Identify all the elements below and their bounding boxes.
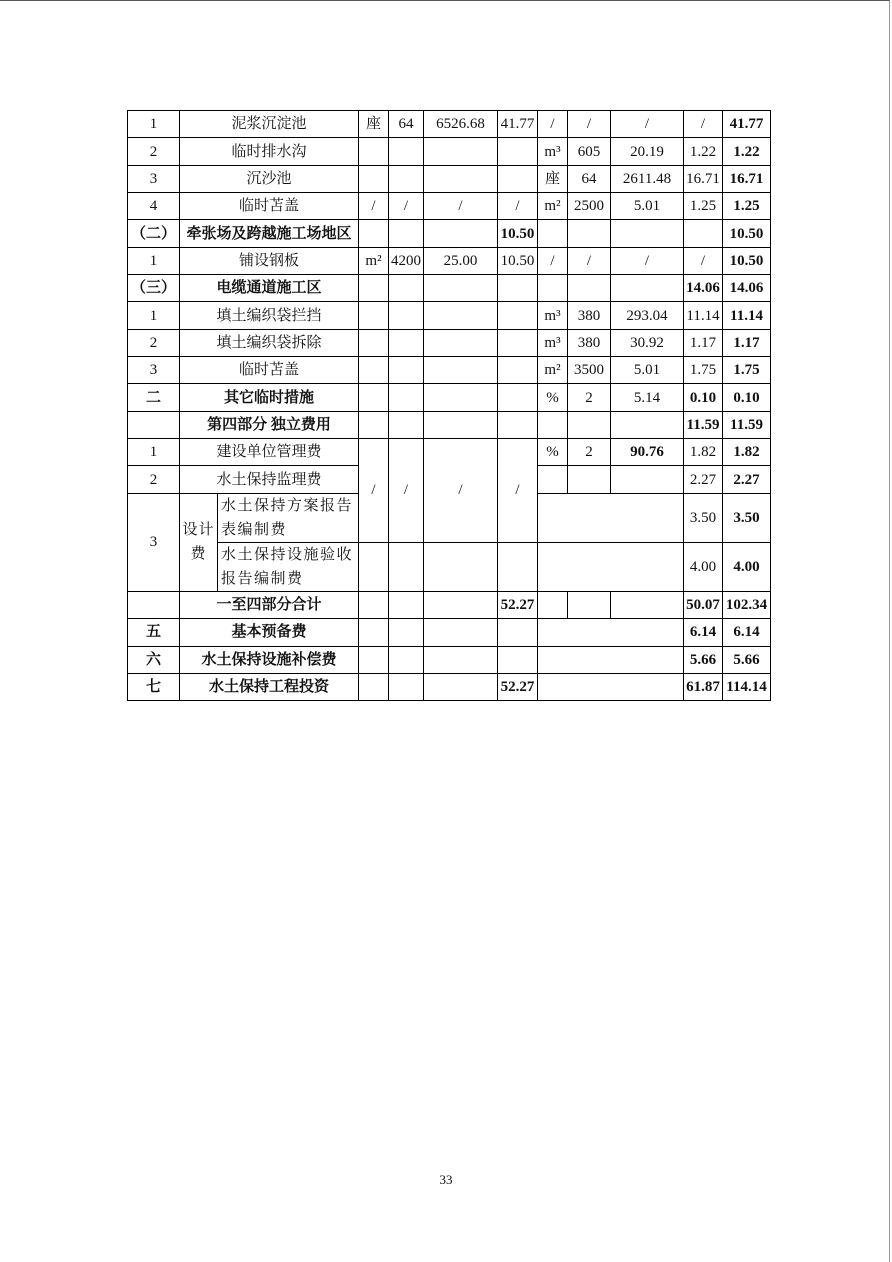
table-cell-r1-c4: 64	[389, 111, 424, 138]
table-cell-r12-c6	[498, 411, 538, 438]
table-cell-r10-c10: 1.75	[684, 357, 723, 384]
table-cell-r13-c11: 1.82	[723, 439, 771, 466]
table-cell-r11-c11: 0.10	[723, 384, 771, 411]
table-cell-r2-c11: 1.22	[723, 138, 771, 165]
table-row	[128, 619, 771, 646]
table-cell-r1-c2: 泥浆沉淀池	[180, 111, 359, 138]
table-cell-r8-c9: 293.04	[611, 302, 684, 329]
table-cell-r15-c2: 设计费	[180, 493, 218, 591]
table-row	[128, 165, 771, 192]
table-cell-r2-c4	[389, 138, 424, 165]
table-cell-r5-c3	[359, 220, 389, 247]
table-cell-r14-c5	[611, 466, 684, 493]
table-cell-r4-c6: /	[498, 193, 538, 220]
table-cell-r16-c1: 水土保持设施验收报告编制费	[218, 542, 359, 591]
table-cell-r11-c10: 0.10	[684, 384, 723, 411]
table-cell-r9-c2: 填土编织袋拆除	[180, 329, 359, 356]
table-cell-r5-c7	[538, 220, 568, 247]
table-cell-r12-c11: 11.59	[723, 411, 771, 438]
table-cell-r10-c8: 3500	[568, 357, 611, 384]
table-cell-r20-c4	[389, 673, 424, 700]
table-cell-r13-c5: /	[424, 439, 498, 543]
table-cell-r13-c7: %	[538, 439, 568, 466]
table-cell-r19-c2: 水土保持设施补偿费	[180, 646, 359, 673]
table-cell-r20-c1: 七	[128, 673, 180, 700]
table-cell-r16-c2	[359, 542, 389, 591]
table-cell-r12-c5	[424, 411, 498, 438]
table-cell-r6-c4: 4200	[389, 247, 424, 274]
table-cell-r17-c4	[389, 591, 424, 618]
table-cell-r9-c1: 2	[128, 329, 180, 356]
table-cell-r2-c8: 605	[568, 138, 611, 165]
table-cell-r6-c5: 25.00	[424, 247, 498, 274]
table-cell-r7-c5	[424, 275, 498, 302]
table-cell-r17-c5	[424, 591, 498, 618]
table-row	[128, 439, 771, 466]
table-cell-r7-c4	[389, 275, 424, 302]
table-cell-r8-c3	[359, 302, 389, 329]
table-cell-r11-c6	[498, 384, 538, 411]
table-cell-r15-c6: 3.50	[723, 493, 771, 542]
table-cell-r9-c11: 1.17	[723, 329, 771, 356]
table-cell-r1-c8: /	[568, 111, 611, 138]
table-cell-r4-c5: /	[424, 193, 498, 220]
table-cell-r5-c8	[568, 220, 611, 247]
table-cell-r16-c3	[389, 542, 424, 591]
table-cell-r4-c11: 1.25	[723, 193, 771, 220]
table-cell-r8-c7: m³	[538, 302, 568, 329]
table-cell-r6-c9: /	[611, 247, 684, 274]
table-cell-r9-c10: 1.17	[684, 329, 723, 356]
table-cell-r19-c7	[538, 646, 684, 673]
table-cell-r7-c10: 14.06	[684, 275, 723, 302]
table-row	[128, 411, 771, 438]
table-cell-r12-c3	[359, 411, 389, 438]
table-cell-r19-c5	[424, 646, 498, 673]
table-cell-r17-c9	[611, 591, 684, 618]
table-cell-r18-c1: 五	[128, 619, 180, 646]
table-row	[128, 646, 771, 673]
table-cell-r5-c9	[611, 220, 684, 247]
table-cell-r5-c11: 10.50	[723, 220, 771, 247]
table-cell-r3-c2: 沉沙池	[180, 165, 359, 192]
table-cell-r5-c6: 10.50	[498, 220, 538, 247]
table-cell-r8-c1: 1	[128, 302, 180, 329]
table-cell-r4-c1: 4	[128, 193, 180, 220]
table-row	[128, 247, 771, 274]
table-cell-r13-c10: 1.82	[684, 439, 723, 466]
table-row	[128, 302, 771, 329]
table-cell-r5-c1: （二）	[128, 220, 180, 247]
table-cell-r10-c5	[424, 357, 498, 384]
page-number: 33	[439, 1172, 453, 1187]
table-cell-r18-c8: 6.14	[684, 619, 723, 646]
table-cell-r3-c1: 3	[128, 165, 180, 192]
table-cell-r12-c10: 11.59	[684, 411, 723, 438]
table-cell-r17-c7	[538, 591, 568, 618]
table-cell-r9-c7: m³	[538, 329, 568, 356]
table-cell-r16-c4	[424, 542, 498, 591]
table-cell-r18-c2: 基本预备费	[180, 619, 359, 646]
table-cell-r17-c11: 102.34	[723, 591, 771, 618]
table-cell-r9-c3	[359, 329, 389, 356]
table-cell-r20-c8: 61.87	[684, 673, 723, 700]
table-cell-r4-c2: 临时苫盖	[180, 193, 359, 220]
table-cell-r19-c4	[389, 646, 424, 673]
cost-table-body	[128, 111, 771, 701]
table-cell-r8-c4	[389, 302, 424, 329]
table-cell-r1-c1: 1	[128, 111, 180, 138]
table-cell-r17-c2: 一至四部分合计	[180, 591, 359, 618]
table-cell-r14-c3	[538, 466, 568, 493]
table-cell-r17-c1	[128, 591, 180, 618]
table-cell-r5-c4	[389, 220, 424, 247]
table-cell-r1-c10: /	[684, 111, 723, 138]
table-cell-r7-c11: 14.06	[723, 275, 771, 302]
table-cell-r10-c3	[359, 357, 389, 384]
table-row	[128, 193, 771, 220]
table-cell-r6-c8: /	[568, 247, 611, 274]
table-cell-r7-c3	[359, 275, 389, 302]
table-cell-r19-c8: 5.66	[684, 646, 723, 673]
table-cell-r10-c4	[389, 357, 424, 384]
table-cell-r19-c6	[498, 646, 538, 673]
table-cell-r5-c10	[684, 220, 723, 247]
table-cell-r3-c7: 座	[538, 165, 568, 192]
table-cell-r13-c9: 90.76	[611, 439, 684, 466]
table-cell-r4-c7: m²	[538, 193, 568, 220]
table-cell-r13-c3: /	[359, 439, 389, 543]
table-cell-r13-c8: 2	[568, 439, 611, 466]
table-cell-r3-c6	[498, 165, 538, 192]
table-cell-r16-c5	[498, 542, 538, 591]
table-cell-r11-c8: 2	[568, 384, 611, 411]
table-cell-r3-c11: 16.71	[723, 165, 771, 192]
table-cell-r10-c9: 5.01	[611, 357, 684, 384]
table-cell-r19-c9: 5.66	[723, 646, 771, 673]
table-cell-r18-c6	[498, 619, 538, 646]
table-cell-r17-c6: 52.27	[498, 591, 538, 618]
table-cell-r20-c7	[538, 673, 684, 700]
table-cell-r10-c11: 1.75	[723, 357, 771, 384]
table-cell-r6-c2: 铺设钢板	[180, 247, 359, 274]
table-cell-r7-c7	[538, 275, 568, 302]
table-cell-r13-c2: 建设单位管理费	[180, 439, 359, 466]
table-cell-r1-c11: 41.77	[723, 111, 771, 138]
table-row	[128, 542, 771, 591]
table-cell-r2-c6	[498, 138, 538, 165]
table-cell-r16-c6	[538, 542, 684, 591]
table-cell-r13-c4: /	[389, 439, 424, 543]
table-cell-r20-c2: 水土保持工程投资	[180, 673, 359, 700]
table-cell-r2-c7: m³	[538, 138, 568, 165]
table-cell-r8-c6	[498, 302, 538, 329]
table-cell-r20-c3	[359, 673, 389, 700]
table-cell-r10-c6	[498, 357, 538, 384]
table-cell-r6-c6: 10.50	[498, 247, 538, 274]
table-cell-r3-c9: 2611.48	[611, 165, 684, 192]
table-cell-r12-c7	[538, 411, 568, 438]
table-cell-r7-c1: （三）	[128, 275, 180, 302]
table-cell-r1-c7: /	[538, 111, 568, 138]
table-cell-r14-c7: 2.27	[723, 466, 771, 493]
table-cell-r7-c8	[568, 275, 611, 302]
table-cell-r6-c3: m²	[359, 247, 389, 274]
table-cell-r12-c4	[389, 411, 424, 438]
table-row	[128, 138, 771, 165]
table-row	[128, 329, 771, 356]
table-cell-r20-c6: 52.27	[498, 673, 538, 700]
table-row	[128, 591, 771, 618]
table-cell-r7-c6	[498, 275, 538, 302]
table-cell-r9-c8: 380	[568, 329, 611, 356]
table-cell-r8-c8: 380	[568, 302, 611, 329]
cost-table	[127, 110, 771, 701]
table-cell-r7-c2: 电缆通道施工区	[180, 275, 359, 302]
table-cell-r1-c3: 座	[359, 111, 389, 138]
table-cell-r11-c4	[389, 384, 424, 411]
table-cell-r9-c9: 30.92	[611, 329, 684, 356]
table-cell-r1-c9: /	[611, 111, 684, 138]
table-cell-r12-c8	[568, 411, 611, 438]
table-cell-r13-c1: 1	[128, 439, 180, 466]
table-cell-r11-c3	[359, 384, 389, 411]
table-cell-r4-c3: /	[359, 193, 389, 220]
table-cell-r19-c1: 六	[128, 646, 180, 673]
table-cell-r8-c10: 11.14	[684, 302, 723, 329]
table-cell-r1-c5: 6526.68	[424, 111, 498, 138]
table-cell-r16-c8: 4.00	[723, 542, 771, 591]
table-cell-r4-c8: 2500	[568, 193, 611, 220]
table-cell-r17-c8	[568, 591, 611, 618]
table-cell-r9-c5	[424, 329, 498, 356]
table-cell-r18-c7	[538, 619, 684, 646]
table-cell-r6-c11: 10.50	[723, 247, 771, 274]
table-cell-r15-c4	[538, 493, 684, 542]
table-cell-r3-c10: 16.71	[684, 165, 723, 192]
table-cell-r2-c1: 2	[128, 138, 180, 165]
table-cell-r8-c2: 填土编织袋拦挡	[180, 302, 359, 329]
table-row	[128, 220, 771, 247]
table-row	[128, 275, 771, 302]
table-cell-r3-c3	[359, 165, 389, 192]
table-cell-r19-c3	[359, 646, 389, 673]
table-cell-r9-c4	[389, 329, 424, 356]
table-cell-r6-c10: /	[684, 247, 723, 274]
table-cell-r8-c11: 11.14	[723, 302, 771, 329]
table-cell-r5-c2: 牵张场及跨越施工场地区	[180, 220, 359, 247]
table-cell-r3-c5	[424, 165, 498, 192]
table-cell-r20-c5	[424, 673, 498, 700]
table-cell-r15-c5: 3.50	[684, 493, 723, 542]
table-cell-r9-c6	[498, 329, 538, 356]
table-cell-r20-c9: 114.14	[723, 673, 771, 700]
table-cell-r11-c7: %	[538, 384, 568, 411]
table-cell-r2-c2: 临时排水沟	[180, 138, 359, 165]
table-cell-r17-c3	[359, 591, 389, 618]
table-cell-r10-c1: 3	[128, 357, 180, 384]
table-cell-r15-c1: 3	[128, 493, 180, 591]
table-cell-r2-c3	[359, 138, 389, 165]
table-cell-r11-c9: 5.14	[611, 384, 684, 411]
table-cell-r7-c9	[611, 275, 684, 302]
table-cell-r3-c8: 64	[568, 165, 611, 192]
table-cell-r12-c1	[128, 411, 180, 438]
table-cell-r14-c1: 2	[128, 466, 180, 493]
table-cell-r17-c10: 50.07	[684, 591, 723, 618]
table-cell-r15-c3: 水土保持方案报告表编制费	[218, 493, 359, 542]
table-cell-r10-c2: 临时苫盖	[180, 357, 359, 384]
table-cell-r12-c9	[611, 411, 684, 438]
table-cell-r18-c4	[389, 619, 424, 646]
table-cell-r3-c4	[389, 165, 424, 192]
table-row	[128, 111, 771, 138]
table-cell-r6-c7: /	[538, 247, 568, 274]
table-cell-r13-c6: /	[498, 439, 538, 543]
table-cell-r2-c10: 1.22	[684, 138, 723, 165]
table-cell-r16-c7: 4.00	[684, 542, 723, 591]
table-cell-r2-c9: 20.19	[611, 138, 684, 165]
table-cell-r11-c1: 二	[128, 384, 180, 411]
table-cell-r12-c2: 第四部分 独立费用	[180, 411, 359, 438]
table-cell-r14-c4	[568, 466, 611, 493]
table-cell-r14-c2: 水土保持监理费	[180, 466, 359, 493]
table-cell-r6-c1: 1	[128, 247, 180, 274]
table-cell-r1-c6: 41.77	[498, 111, 538, 138]
table-row	[128, 384, 771, 411]
table-cell-r8-c5	[424, 302, 498, 329]
table-cell-r11-c5	[424, 384, 498, 411]
table-cell-r5-c5	[424, 220, 498, 247]
table-cell-r18-c9: 6.14	[723, 619, 771, 646]
table-cell-r4-c9: 5.01	[611, 193, 684, 220]
table-cell-r18-c5	[424, 619, 498, 646]
table-row	[128, 357, 771, 384]
table-cell-r11-c2: 其它临时措施	[180, 384, 359, 411]
table-cell-r4-c4: /	[389, 193, 424, 220]
table-cell-r2-c5	[424, 138, 498, 165]
table-row	[128, 673, 771, 700]
table-cell-r10-c7: m²	[538, 357, 568, 384]
table-cell-r14-c6: 2.27	[684, 466, 723, 493]
table-cell-r18-c3	[359, 619, 389, 646]
table-cell-r4-c10: 1.25	[684, 193, 723, 220]
